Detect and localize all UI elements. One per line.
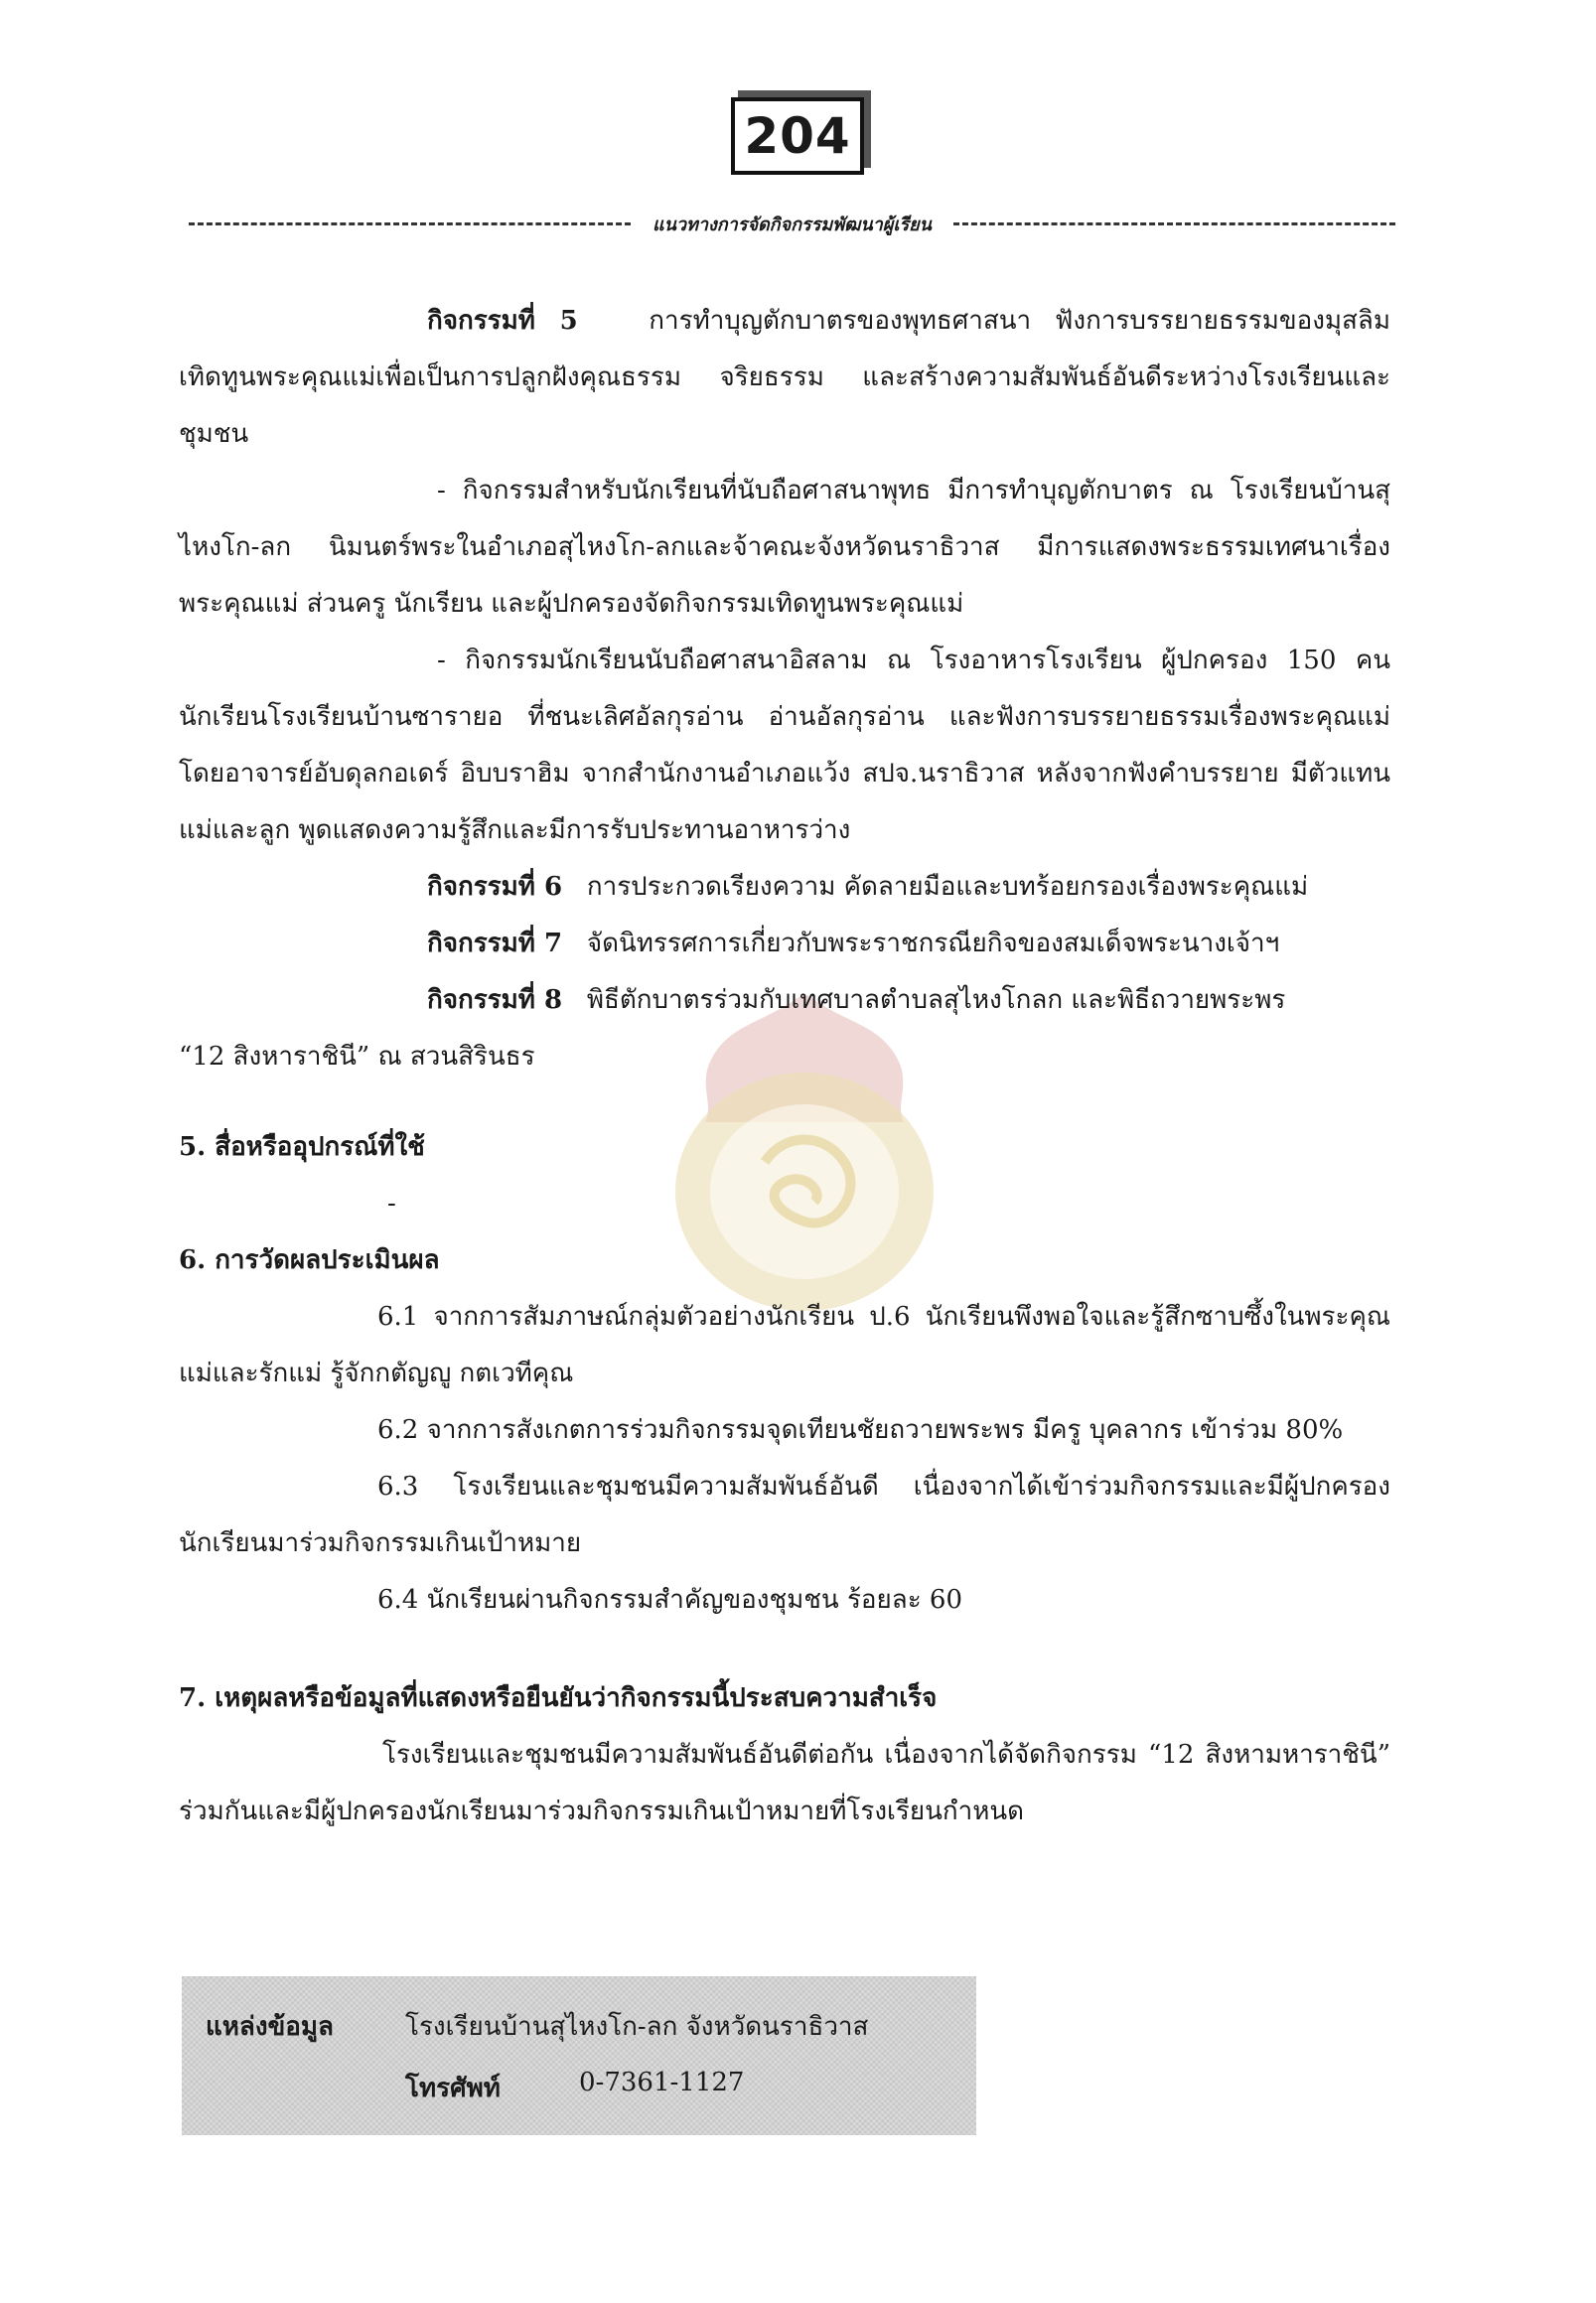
running-header <box>189 209 1395 238</box>
section-6-item-4: 6.4 นักเรียนผ่านกิจกรรมสำคัญของชุมชน ร้อยละ 60 <box>377 1585 963 1615</box>
activity-7-text: จัดนิทรรศการเกี่ยวกับพระราชกรณียกิจของสมเด็จพระนางเจ้าฯ <box>586 929 1280 958</box>
section-7-text: โรงเรียนและชุมชนมีความสัมพันธ์อันดีต่อกัน เนื่องจากได้จัดกิจกรรม “12 สิงหามหาราชินี” ร่วมกันและมีผู้ปกครองนักเรียนมาร่วมกิจกรรมเกินเป้าหมายที่โรงเรียนกำหนด <box>179 1740 1390 1826</box>
activity-8-continuation: “12 สิงหาราชินี” ณ สวนสิรินธร <box>179 1042 535 1072</box>
section-6-item-3: 6.3 โรงเรียนและชุมชนมีความสัมพันธ์อันดี เนื่องจากได้เข้าร่วมกิจกรรมและมีผู้ปกครองนักเรียนมาร่วมกิจกรรมเกินเป้าหมาย <box>179 1472 1390 1558</box>
activity-8-line <box>179 972 1390 1029</box>
activity-5-bullet-buddhist: - กิจกรรมสำหรับนักเรียนที่นับถือศาสนาพุทธ มีการทำบุญตักบาตร ณ โรงเรียนบ้านสุไหงโก-ลก นิมนตร์พระในอำเภอสุไหงโก-ลกและจ้าคณะจังหวัดนราธิวาส มีการแสดงพระธรรมเทศนาเรื่อง พระคุณแม่ ส่วนครู นักเรียน และผู้ปกครองจัดกิจกรรมเทิดทูนพระคุณแม่ <box>179 476 1390 619</box>
section-6-item-1: 6.1 จากการสัมภาษณ์กลุ่มตัวอย่างนักเรียน ป.6 นักเรียนพึงพอใจและรู้สึกซาบซึ้งในพระคุณแม่และรักแม่ รู้จักกตัญญู กตเวทีคุณ <box>179 1302 1390 1388</box>
section-5-heading: 5. สื่อหรืออุปกรณ์ที่ใช้ <box>179 1132 425 1162</box>
activity-6-label: กิจกรรมที่ 6 <box>427 872 563 902</box>
source-box <box>182 1976 976 2135</box>
header-dash-left <box>189 222 631 225</box>
activity-7-line <box>179 916 1390 972</box>
activity-8-label: กิจกรรมที่ 8 <box>427 985 563 1015</box>
activity-8-text: พิธีตักบาตรร่วมกับเทศบาลตำบลสุไหงโกลก และพิธีถวายพระพร <box>586 985 1286 1015</box>
activity-5-label: กิจกรรมที่ 5 <box>427 306 578 336</box>
section-6-item-2: 6.2 จากการสังเกตการร่วมกิจกรรมจุดเทียนชัยถวายพระพร มีครู บุคลากร เข้าร่วม 80% <box>377 1415 1344 1445</box>
section-5-item: - <box>387 1189 396 1219</box>
header-dash-right <box>953 222 1395 225</box>
source-label: แหล่งข้อมูล <box>206 2012 334 2042</box>
source-name: โรงเรียนบ้านสุไหงโก-ลก จังหวัดนราธิวาส <box>405 2012 869 2042</box>
activity-6-text: การประกวดเรียงความ คัดลายมือและบทร้อยกรองเรื่องพระคุณแม่ <box>586 872 1309 902</box>
page-number: 204 <box>731 97 864 175</box>
activity-5-paragraph <box>179 293 1390 463</box>
section-7-heading: 7. เหตุผลหรือข้อมูลที่แสดงหรือยืนยันว่ากิจกรรมนี้ประสบความสำเร็จ <box>179 1683 938 1713</box>
phone-number: 0-7361-1127 <box>579 2068 745 2097</box>
section-6-heading: 6. การวัดผลประเมินผล <box>179 1245 440 1275</box>
activity-5-text: การทำบุญตักบาตรของพุทธศาสนา ฟังการบรรยายธรรมของมุสลิม เทิดทูนพระคุณแม่เพื่อเป็นการปลูกฝังคุณธรรม จริยธรรม และสร้างความสัมพันธ์อันดีระหว่างโรงเรียนและชุมชน <box>179 306 1390 449</box>
document-body <box>179 293 1390 1840</box>
activity-7-label: กิจกรรมที่ 7 <box>427 929 563 958</box>
phone-label: โทรศัพท์ <box>405 2074 501 2103</box>
running-title: แนวทางการจัดกิจกรรมพัฒนาผู้เรียน <box>653 214 932 235</box>
activity-6-line <box>179 859 1390 916</box>
activity-5-bullet-islam: - กิจกรรมนักเรียนนับถือศาสนาอิสลาม ณ โรงอาหารโรงเรียน ผู้ปกครอง 150 คน นักเรียนโรงเรียนบ้านซารายอ ที่ชนะเลิศอัลกุรอ่าน อ่านอัลกุรอ่าน และฟังการบรรยายธรรมเรื่องพระคุณแม่ โดยอาจารย์อับดุลกอเดร์ อิบบราฮิม จากสำนักงานอำเภอแว้ง สปจ.นราธิวาส หลังจากฟังคำบรรยาย มีตัวแทนแม่และลูก พูดแสดงความรู้สึกและมีการรับประทานอาหารว่าง <box>179 646 1390 845</box>
